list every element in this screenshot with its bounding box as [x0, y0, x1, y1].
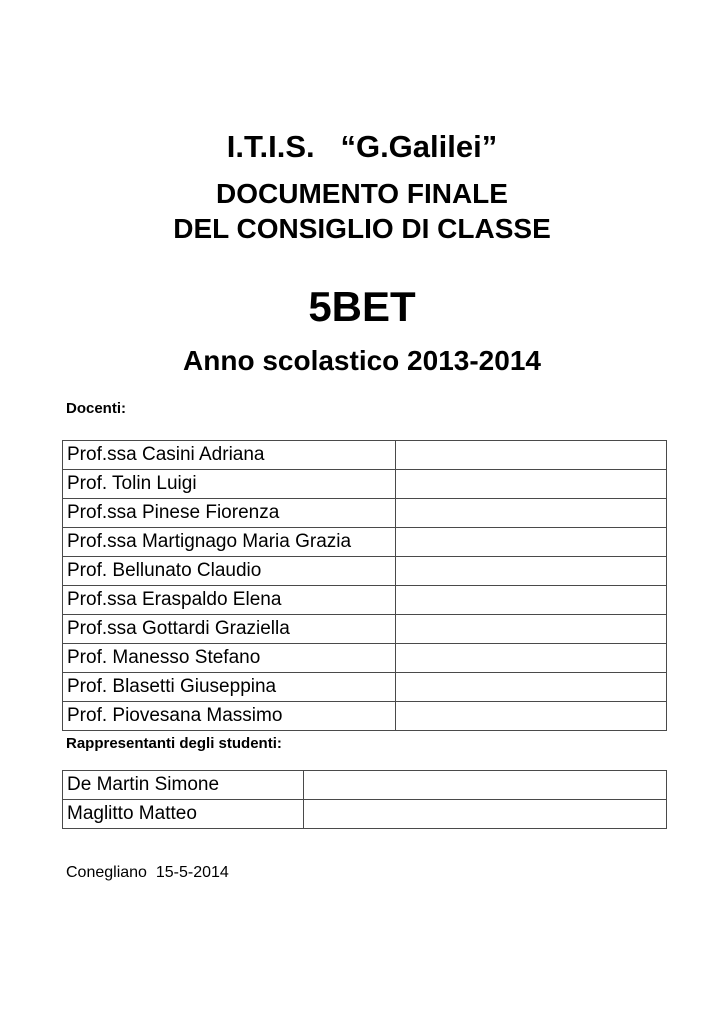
empty-cell — [396, 615, 667, 644]
studenti-table — [62, 770, 667, 829]
empty-cell — [396, 528, 667, 557]
teacher-name-cell: Prof. Bellunato Claudio — [63, 557, 396, 586]
teacher-name-cell: Prof.ssa Gottardi Graziella — [63, 615, 396, 644]
empty-cell — [396, 702, 667, 731]
empty-cell — [396, 470, 667, 499]
table-row — [63, 800, 667, 829]
empty-cell — [304, 771, 667, 800]
teacher-name-cell: Prof.ssa Eraspaldo Elena — [63, 586, 396, 615]
school-title: I.T.I.S. “G.Galilei” — [226, 129, 498, 164]
empty-cell — [396, 441, 667, 470]
studenti-section-label: Rappresentanti degli studenti: — [66, 735, 282, 752]
docenti-section-label: Docenti: — [66, 400, 126, 417]
student-name-cell: Maglitto Matteo — [63, 800, 304, 829]
table-row — [63, 528, 667, 557]
teacher-name-cell: Prof. Tolin Luigi — [63, 470, 396, 499]
table-row — [63, 499, 667, 528]
table-row — [63, 771, 667, 800]
place-date: Conegliano 15-5-2014 — [66, 864, 229, 881]
teacher-name-cell: Prof. Blasetti Giuseppina — [63, 673, 396, 702]
teacher-name-cell: Prof. Manesso Stefano — [63, 644, 396, 673]
document-title-line2: DEL CONSIGLIO DI CLASSE — [173, 213, 551, 244]
school-year: Anno scolastico 2013-2014 — [183, 345, 541, 376]
document-title-line1: DOCUMENTO FINALE — [216, 178, 508, 209]
table-row — [63, 644, 667, 673]
class-name: 5BET — [308, 283, 416, 330]
teacher-name-cell: Prof.ssa Martignago Maria Grazia — [63, 528, 396, 557]
table-row — [63, 615, 667, 644]
empty-cell — [304, 800, 667, 829]
empty-cell — [396, 557, 667, 586]
empty-cell — [396, 644, 667, 673]
document-title — [0, 176, 724, 246]
empty-cell — [396, 499, 667, 528]
table-row — [63, 673, 667, 702]
table-row — [63, 557, 667, 586]
empty-cell — [396, 586, 667, 615]
table-row — [63, 702, 667, 731]
empty-cell — [396, 673, 667, 702]
teacher-name-cell: Prof. Piovesana Massimo — [63, 702, 396, 731]
teacher-name-cell: Prof.ssa Pinese Fiorenza — [63, 499, 396, 528]
table-row — [63, 586, 667, 615]
student-name-cell: De Martin Simone — [63, 771, 304, 800]
table-row — [63, 441, 667, 470]
teacher-name-cell: Prof.ssa Casini Adriana — [63, 441, 396, 470]
table-row — [63, 470, 667, 499]
docenti-table — [62, 440, 667, 731]
